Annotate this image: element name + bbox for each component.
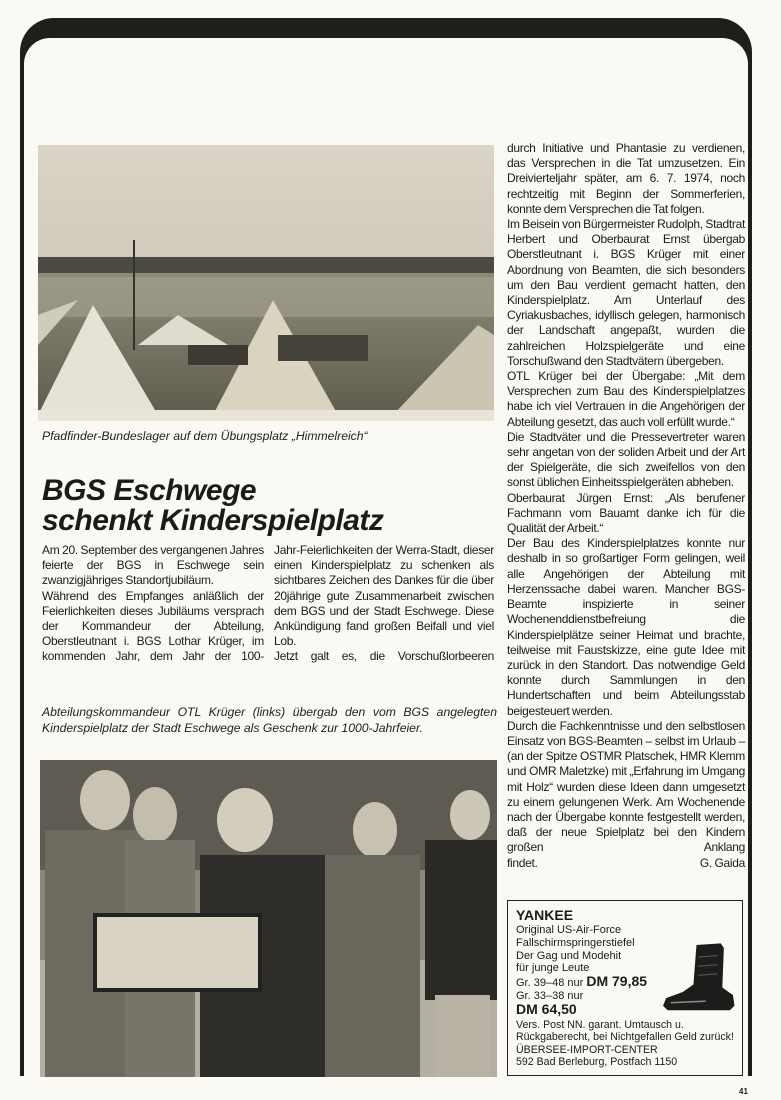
ceremony-photo-caption: Abteilungskommandeur OTL Krüger (links) übergab den vom BGS angelegten Kinderspielplatz der Stadt Eschwege als Geschenk zur 1000-Jahrfeier. [42, 705, 497, 735]
ceremony-photo [40, 760, 497, 1077]
ad-line: Fallschirmspringerstiefel [516, 936, 635, 949]
paragraph: Während des Empfanges anläßlich der Feierlichkeiten dieses Jubiläums versprach der Kommandeur der Abteilung, Oberstleutnant i. BGS Lothar Krüger, im kommenden Jahr, dem Jahr der 100- [42, 588, 264, 664]
ad-line: für junge Leute [516, 962, 590, 975]
author: G. Gaida [699, 855, 745, 870]
paragraph: Im Beisein von Bürgermeister Rudolph, Stadtrat Herbert und Oberbaurat Ernst übergab Oberstleutnant i. BGS Krüger mit einer Abordnung von Beamten, die sich besonders um den Bau verdient gemacht hatten, den Kinderspielplatz. Am Unterlauf des Cyriakusbaches, idyllisch gelegen, harmonisch der Landschaft angepaßt, wurden die zahlreichen Holzspielgeräte und eine Torschußwand den Stadtvätern übergeben. [507, 217, 745, 368]
article-column-3 [507, 141, 745, 871]
paragraph: Jetzt galt es, die Vorschußlorbeeren [274, 649, 494, 664]
paragraph: Am 20. September des vergangenen Jahres feierte der BGS in Eschwege sein zwanzigjähriges Standortjubiläum. [42, 543, 264, 588]
ad-line: Original US-Air-Force [516, 924, 622, 936]
ad-price: DM 64,50 [516, 1000, 577, 1017]
paragraph: Die Stadtväter und die Pressevertreter waren sehr angetan von der soliden Arbeit und der Art der Spielgeräte, die sich zweifellos von den sonst üblichen Einheitsspielgeräten abheben. [507, 429, 745, 490]
paragraph: Der Bau des Kinderspielplatzes konnte nur deshalb in so großartiger Form gelingen, weil alle Angehörigen der Abteilung mit Herzenssache dabei waren. Mancher BGS-Beamte inspizierte in seiner Wochenenddienstbefreiung die Kinderspielplätze seiner Heimat und brachte, teilweise mit Faustskizze, eine gute Idee mit zurück in den Standort. Das notwendige Geld konnte durch Sammlungen in den Hundertschaften und beim Abteilungsstab beigesteuert werden. [507, 536, 745, 718]
ad-address: 592 Bad Berleburg, Postfach 1150 [516, 1056, 678, 1069]
title-line-2: schenkt Kinderspielplatz [42, 504, 384, 537]
camp-photo-caption: Pfadfinder-Bundeslager auf dem Übungsplatz „Himmelreich“ [42, 429, 368, 443]
page-number: 41 [739, 1087, 748, 1096]
title-line-1: BGS Eschwege [42, 474, 257, 507]
last-word: findet. [507, 855, 538, 870]
ad-company: ÜBERSEE-IMPORT-CENTER [516, 1043, 658, 1056]
paragraph: Jahr-Feierlichkeiten der Werra-Stadt, dieser einen Kinderspielplatz zu schenken als sichtbares Zeichen des Dankes für die über 20jährige gute Zusammenarbeit zwischen dem BGS und der Stadt Eschwege. Diese Ankündigung fand großen Beifall und viel Lob. [274, 543, 494, 649]
paragraph: Oberbaurat Jürgen Ernst: „Als berufener Fachmann vom Bauamt danke ich für die Qualität der Arbeit.“ [507, 490, 745, 536]
article-title [42, 476, 383, 536]
camp-photo [38, 145, 494, 421]
article-column-2 [274, 543, 494, 665]
ad-size: Gr. 33–38 nur [516, 989, 584, 1002]
paragraph: OTL Krüger bei der Übergabe: „Mit dem Versprechen zum Bau des Kinderspielplatzes habe ich viel Vertrauen in die Angehörigen der Abteilung gesetzt, das auch voll erfüllt wurde.“ [507, 369, 745, 429]
boot-advertisement [507, 900, 743, 1076]
ad-line: Der Gag und Modehit [516, 949, 622, 962]
ad-price-row-1 [516, 975, 734, 990]
paragraph: Durch die Fachkenntnisse und den selbstlosen Einsatz von BGS-Beamten – selbst im Urlaub – (an der Spitze OSTMR Platschek, HMR Klemm und OMR Maletzke) mit „Erfahrung im Umgang mit Holz“ wurden diese Ideen dann umgesetzt zu einem gelungenen Werk. Am Wochenende nach der Übergabe konnte festgestellt werden, daß der neue Spielplatz bei den Kindern großen Anklang [507, 718, 745, 855]
paragraph: durch Initiative und Phantasie zu verdienen, das Versprechen in die Tat umzusetzen. Ein Dreivierteljahr später, am 6. 7. 1974, noch rechtzeitig mit Beginn der Sommerferien, konnte dem Versprechen die Tat folgen. [507, 141, 745, 216]
ad-brand: YANKEE [516, 907, 574, 923]
ad-price: DM 79,85 [586, 973, 648, 990]
article-ending [507, 856, 745, 871]
ad-size: Gr. 39–48 nur [516, 977, 584, 990]
article-column-1 [42, 543, 264, 665]
ad-terms: Vers. Post NN. garant. Umtausch u. Rückgaberecht, bei Nichtgefallen Geld zurück! [516, 1018, 734, 1044]
